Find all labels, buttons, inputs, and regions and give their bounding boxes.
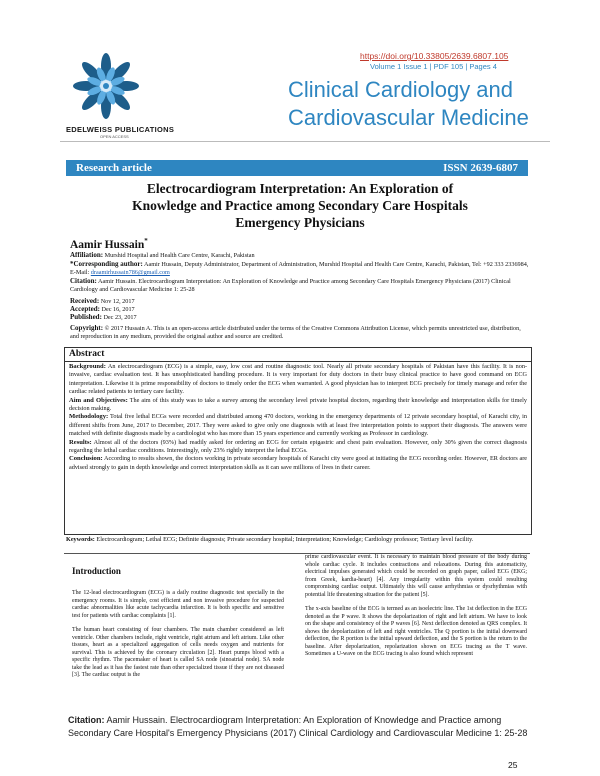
corr-text: Aamir Hussain, Deputy Administrator, Department of Administration, Murshid Hospital and Health Care Centre, Karachi, Pakistan, Tel: +92 333 2336984, E-Mail: (70, 261, 529, 277)
methodology-label: Methodology: (69, 413, 109, 421)
abstract-methodology (69, 413, 527, 438)
abstract-aim (69, 397, 527, 414)
citation-text: Aamir Hussain. Electrocardiogram Interpretation: An Exploration of Knowledge and Practice among Secondary Care Hospitals Emergency Physicians (2017) Clinical Cardiology and Cardiovascular Medicine 1: 25-28 (70, 278, 511, 294)
results-label: Results: (69, 438, 92, 446)
paragraph: prime cardiovascular event. It is necessary to maintain blood pressure of the body during whole cardiac cycle. It includes contractions and relaxations. During this automaticity, electrical impulses generated which could be recorded on graph paper, called ECG (EKG; from Greek, kardia-heart) [4]. Any irregularity within this system could resulting compromising cardiac output. Ultimately this will cause arrhythmias or dysrhythmias with potential life threatening situation for the patient [5]. (305, 554, 527, 598)
paragraph: The x-axis baseline of the ECG is termed as an isoelectric line. The 1st deflection in the ECG denoted as the P wave. It shows the depolarization of right and left atrium. We have to look on the shape and consistency of the P waves [6]. Next deflection denoted as QRS complex. It shows the depolarization of left and right ventricles. The Q portion is the initial downward deflection, the R portion is the initial upward deflection, and the S portion is the return to the baseline. After depolarization, repolarization shown on ECG tracing as the T wave. Sometimes a U-wave on the ECG tracing is also found which represent (305, 606, 527, 657)
results-text: Almost all of the doctors (93%) had readily asked for ordering an ECG for certain epigastric and chest pain evaluation. However, only 30% given the correct diagnosis regarding the lethal cardiac conditions. Interestingly, only 23% rightly interpret the lethal ECGs. (69, 438, 527, 455)
author-text: Aamir Hussain (70, 238, 145, 251)
body-column-left (72, 590, 284, 687)
aim-label: Aim and Objectives: (69, 396, 128, 404)
volume-info: Volume 1 Issue 1 | PDF 105 | Pages 4 (370, 62, 497, 71)
background-label: Background: (69, 363, 106, 370)
issn: ISSN 2639-6807 (443, 162, 518, 174)
abstract-heading: Abstract (69, 349, 105, 359)
received-value: Nov 12, 2017 (99, 298, 135, 305)
body-column-right (305, 554, 527, 666)
publisher-name: EDELWEISS PUBLICATIONS (66, 125, 175, 134)
title-line: Emergency Physicians (235, 215, 365, 230)
article-type: Research article (76, 162, 152, 174)
corresponding-author (70, 260, 530, 278)
header-divider (60, 141, 550, 142)
copyright (70, 324, 530, 342)
abstract-body (69, 363, 527, 472)
abstract-results (69, 439, 527, 456)
accepted-value: Dec 16, 2017 (99, 306, 135, 313)
received-label: Received: (70, 297, 100, 305)
accepted-label: Accepted: (70, 305, 100, 313)
author-mark: * (144, 237, 148, 245)
footer-citation (68, 714, 538, 740)
introduction-heading: Introduction (72, 566, 121, 576)
paragraph: The 12-lead electrocardiogram (ECG) is a daily routine diagnostic test specially in the emergency rooms. It is simple, cost efficient and non invasive procedure for suspected cardiac abnormalities like acute tachycardia infarction. It is both specific and sensitive test for patients with cardiac complaints [1]. (72, 590, 284, 619)
author-name (70, 237, 148, 251)
corr-label: *Corresponding author: (70, 260, 143, 268)
abstract-background (69, 363, 527, 397)
conclusion-label: Conclusion: (69, 455, 103, 463)
methodology-text: Total five lethal ECGs were recorded and distributed among 470 doctors, working in the emergency departments of 12 private secondary hospital, of Karachi city, in different shifts from June, 2017 to December, 2017. They were asked to give only one diagnosis with at least five interpretation points to support their diagnosis. The answers were matched with definite diagnosis made by a cardiologist who has more than 15 years experience and currently working as Professor in cardiology. (69, 413, 527, 438)
affiliation-label: Affiliation: (70, 251, 104, 259)
published-label: Published: (70, 313, 102, 321)
article-type-bar (66, 160, 528, 176)
published-value: Dec 23, 2017 (101, 314, 137, 321)
journal-title (288, 76, 588, 132)
edelweiss-flower-logo (66, 52, 146, 124)
affiliation (70, 251, 530, 260)
abstract-divider (65, 361, 531, 362)
abstract-conclusion (69, 455, 527, 472)
publisher-subtitle: OPEN ACCESS (100, 134, 129, 139)
page-number: 25 (508, 760, 518, 770)
published-date (70, 313, 530, 322)
paragraph: The human heart consisting of four chambers. The main chamber considered as left ventricle. Other chambers include, right ventricle, right atrium and left atrium. Like other tissues, heart as a specialized aggregation of cells needs oxygen and nutrients for survival. This is achieved by the coronary circulation [2]. Heart pumps blood with a specific rhythm. The pacemaker of heart is called SA node (sinoatrial node). SA node take the lead as it has the fastest rate than other specialized tissue if they are not diseased [3]. The cardiac output is the (72, 627, 284, 678)
abstract-box (64, 347, 532, 535)
citation (70, 277, 530, 295)
footer-citation-label: Citation: (68, 715, 105, 725)
aim-text: The aim of this study was to take a survey among the secondary level private hospital doctors, regarding their knowledge and interpretation skills for timely decision making. (69, 396, 527, 413)
journal-title-line: Clinical Cardiology and (288, 77, 514, 102)
email-link[interactable]: draamirhussain786@gmail.com (90, 269, 170, 277)
title-line: Knowledge and Practice among Secondary Care Hospitals (132, 198, 468, 213)
footer-citation-text: Aamir Hussain. Electrocardiogram Interpretation: An Exploration of Knowledge and Practice among Secondary Care Hospital's Emergency Physicians (2017) Clinical Cardiology and Cardiovascular Medicine 1: 25-28 (68, 715, 528, 738)
copyright-label: Copyright: (70, 324, 104, 332)
copyright-text: © 2017 Hussain A. This is an open-access article distributed under the terms of the Creative Commons Attribution License, which permits unrestricted use, distribution, and reproduction in any medium, provided the original author and source are credited. (70, 325, 521, 341)
doi-link[interactable]: https://doi.org/10.33805/2639.6807.105 (360, 51, 509, 61)
background-text: An electrocardiogram (ECG) is a simple, easy, low cost and routine diagnostic tool. Nearly all private secondary hospitals of Pakistan have this facility. It is non-invasive, cardiac evaluation test. It has unsophisticated handling procedure. It is very important for duty doctors in their busy clinical practice to have good command on ECG interpretation. Likewise it is prime responsibility of doctors to timely order the ECG when warranted. A good physician has to interpret ECG precisely for timely manage and refer the cardiac related patients to tertiary care facility. (69, 363, 527, 396)
citation-label: Citation: (70, 277, 97, 285)
title-line: Electrocardiogram Interpretation: An Exploration of (146, 181, 454, 196)
conclusion-text: According to results shown, the doctors working in private secondary hospitals of Karachi city were good at initiating the ECG recording order. However, ER doctors are advised strongly to gain in depth knowledge and correct interpretation skills as it can save millions of lives in their career. (69, 455, 527, 471)
article-title (90, 180, 510, 231)
keywords-text: Electrocardiogram; Lethal ECG; Definite diagnosis; Private secondary hospital; Interpretation; Knowledge; Cardiology professor; Tertiary level facility. (94, 536, 474, 543)
keywords (66, 536, 526, 544)
journal-title-line: Cardiovascular Medicine (288, 105, 529, 130)
affiliation-text: Murshid Hospital and Health Care Centre, Karachi, Pakistan (103, 252, 255, 259)
keywords-label: Keywords: (66, 536, 95, 543)
